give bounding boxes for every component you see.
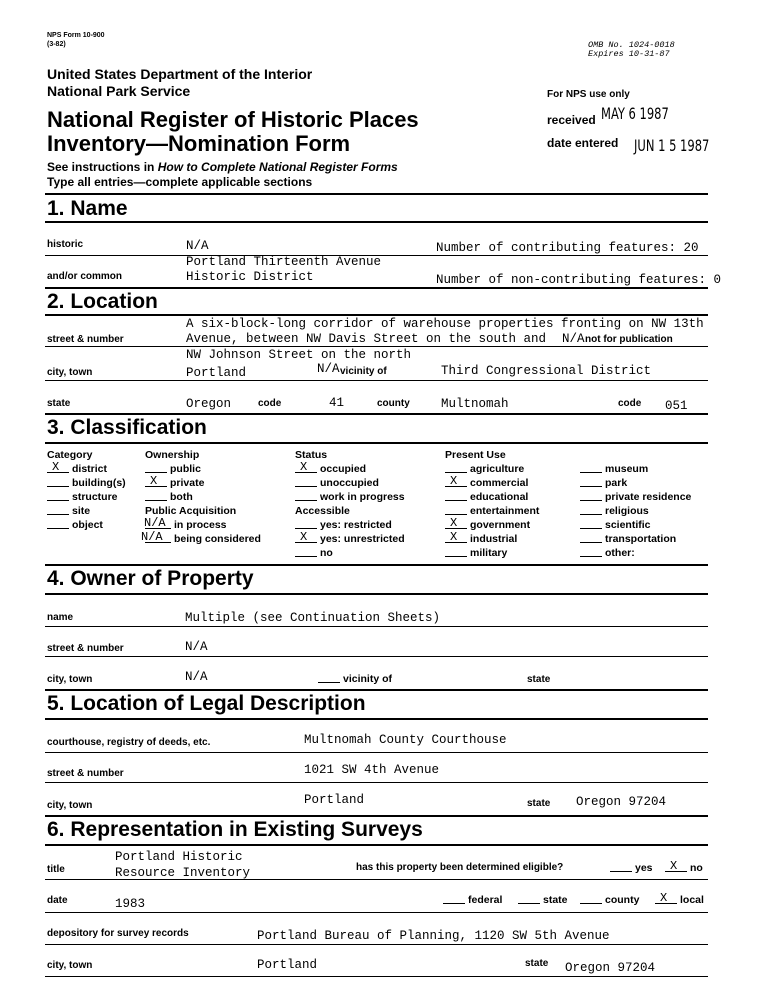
common-name-line1: Portland Thirteenth Avenue — [186, 255, 382, 269]
category-buildings: building(s) — [47, 478, 126, 489]
legal-state-label: state — [527, 798, 551, 809]
omb-number: OMB No. 1024-0018 — [588, 40, 675, 50]
survey-state-label: state — [525, 958, 549, 969]
owner-vicinity: vicinity of — [318, 674, 392, 685]
status-occupied: X occupied — [295, 464, 366, 475]
category-site: site — [47, 506, 90, 517]
category-header: Category — [47, 449, 93, 461]
instructions-line2: Type all entries—complete applicable sections — [47, 175, 313, 189]
location-street-label: street & number — [47, 334, 124, 345]
use-transportation: transportation — [580, 534, 676, 545]
survey-title-line1: Portland Historic — [115, 850, 243, 864]
owner-city-label: city, town — [47, 674, 93, 685]
section6-title: 6. Representation in Existing Surveys — [47, 818, 423, 841]
section1-title: 1. Name — [47, 197, 128, 220]
acquisition-header: Public Acquisition — [145, 505, 237, 517]
section2-title: 2. Location — [47, 290, 158, 313]
ownership-header: Ownership — [145, 449, 200, 461]
courthouse-value: Multnomah County Courthouse — [304, 733, 507, 747]
service-name: National Park Service — [47, 83, 191, 99]
accessible-no: no — [295, 548, 333, 559]
category-structure: structure — [47, 492, 118, 503]
vicinity-label: vicinity of — [340, 366, 387, 377]
form-title-line2: Inventory—Nomination Form — [47, 131, 351, 156]
not-for-publication-value: N/A — [562, 332, 585, 346]
county-label: county — [377, 398, 410, 409]
county-value: Multnomah — [441, 397, 509, 411]
survey-title-label: title — [47, 864, 65, 875]
state-code-label: code — [258, 398, 282, 409]
congressional-district: Third Congressional District — [441, 364, 652, 378]
legal-street-label: street & number — [47, 768, 124, 779]
owner-street-label: street & number — [47, 643, 124, 654]
present-use-header: Present Use — [445, 449, 506, 461]
vicinity-value: N/A — [317, 362, 340, 376]
form-title-line1: National Register of Historic Places — [47, 107, 419, 132]
depository-label: depository for survey records — [47, 928, 189, 939]
courthouse-label: courthouse, registry of deeds, etc. — [47, 737, 211, 748]
state-code-value: 41 — [329, 396, 345, 410]
date-entered-label: date entered — [547, 136, 619, 150]
use-industrial: X industrial — [445, 534, 517, 545]
depository-value: Portland Bureau of Planning, 1120 SW 5th Avenue — [257, 929, 610, 943]
survey-county: county — [580, 895, 639, 906]
status-unoccupied: unoccupied — [295, 478, 379, 489]
accessible-restricted: yes: restricted — [295, 520, 392, 531]
survey-city-label: city, town — [47, 960, 93, 971]
received-stamp: MAY 6 1987 — [601, 104, 669, 123]
acquisition-being-considered: N/A being considered — [141, 530, 261, 545]
accessible-header: Accessible — [295, 505, 350, 517]
historic-label: historic — [47, 239, 84, 250]
ownership-both: both — [145, 492, 193, 503]
survey-date-label: date — [47, 895, 68, 906]
common-name-line2: Historic District — [186, 270, 314, 284]
use-entertainment: entertainment — [445, 506, 539, 517]
department-name: United States Department of the Interior — [47, 66, 313, 82]
legal-street-value: 1021 SW 4th Avenue — [304, 763, 440, 777]
street-line1: A six-block-long corridor of warehouse properties fronting on NW 13th — [186, 317, 704, 331]
use-government: X government — [445, 520, 530, 531]
location-city-value: Portland — [186, 366, 247, 380]
survey-local: X local — [655, 895, 704, 906]
form-date: (3-82) — [47, 41, 66, 48]
use-military: military — [445, 548, 507, 559]
section5-title: 5. Location of Legal Description — [47, 692, 366, 715]
survey-federal: federal — [443, 895, 502, 906]
state-value: Oregon — [186, 397, 232, 411]
section4-title: 4. Owner of Property — [47, 567, 254, 590]
instructions-line1: See instructions in How to Complete National Register Forms — [47, 160, 398, 174]
section3-title: 3. Classification — [47, 416, 207, 439]
noncontributing-count: Number of non-contributing features: 0 — [436, 273, 722, 287]
eligible-question: has this property been determined eligible? — [356, 862, 564, 873]
use-religious: religious — [580, 506, 649, 517]
county-code-value: 051 — [665, 399, 688, 413]
status-work-in-progress: work in progress — [295, 492, 405, 503]
owner-city-value: N/A — [185, 670, 208, 684]
state-label: state — [47, 398, 71, 409]
common-name-label: and/or common — [47, 271, 123, 282]
owner-name-label: name — [47, 612, 74, 623]
status-header: Status — [295, 449, 328, 461]
form-number: NPS Form 10-900 — [47, 32, 105, 39]
use-other: other: — [580, 548, 635, 559]
location-city-label: city, town — [47, 367, 93, 378]
owner-state-label: state — [527, 674, 551, 685]
category-object: object — [47, 520, 103, 531]
expiration-date: Expires 10-31-87 — [588, 49, 670, 59]
nps-use-label: For NPS use only — [547, 89, 630, 100]
use-educational: educational — [445, 492, 528, 503]
street-line2: Avenue, between NW Davis Street on the south and — [186, 332, 547, 346]
historic-value: N/A — [186, 239, 209, 253]
survey-title-line2: Resource Inventory — [115, 866, 251, 880]
legal-city-value: Portland — [304, 793, 365, 807]
use-park: park — [580, 478, 627, 489]
use-scientific: scientific — [580, 520, 651, 531]
contributing-count: Number of contributing features: 20 — [436, 241, 699, 255]
received-label: received — [547, 113, 596, 127]
use-museum: museum — [580, 464, 648, 475]
owner-street-value: N/A — [185, 640, 208, 654]
use-agriculture: agriculture — [445, 464, 524, 475]
not-for-publication-label: not for publication — [585, 334, 673, 345]
street-line3: NW Johnson Street on the north — [186, 348, 412, 362]
accessible-unrestricted: X yes: unrestricted — [295, 534, 405, 545]
acquisition-in-process: N/A in process — [144, 516, 227, 531]
date-entered-stamp: JUN 1 5 1987 — [634, 136, 710, 155]
ownership-public: public — [145, 464, 201, 475]
survey-state: state — [518, 895, 568, 906]
owner-name-value: Multiple (see Continuation Sheets) — [185, 611, 441, 625]
legal-state-value: Oregon 97204 — [576, 795, 667, 809]
county-code-label: code — [618, 398, 642, 409]
use-private-residence: private residence — [580, 492, 691, 503]
survey-date-value: 1983 — [115, 897, 146, 911]
survey-city-value: Portland — [257, 958, 318, 972]
use-commercial: X commercial — [445, 478, 528, 489]
ownership-private: X private — [145, 478, 204, 489]
legal-city-label: city, town — [47, 800, 93, 811]
survey-state-value: Oregon 97204 — [565, 961, 656, 975]
category-district: X district — [47, 464, 107, 475]
eligible-yes: yes — [610, 863, 653, 874]
eligible-no: X no — [665, 863, 703, 874]
